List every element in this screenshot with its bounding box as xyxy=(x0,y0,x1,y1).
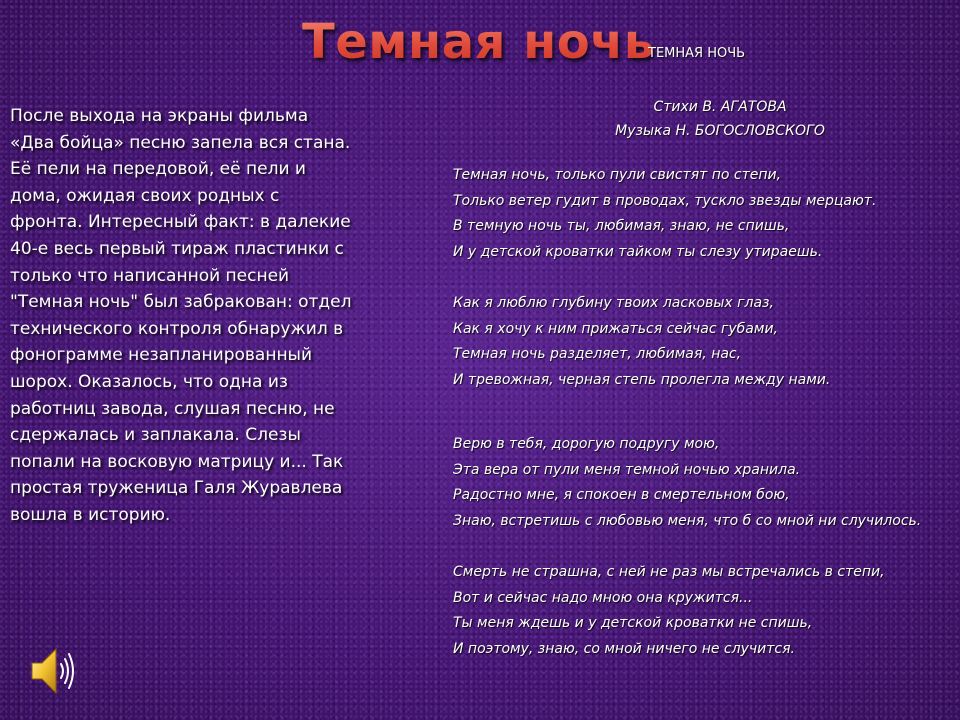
lyric-line: Как я люблю глубину твоих ласковых глаз, xyxy=(453,294,774,311)
song-credits xyxy=(570,95,870,143)
lyrics-block-1 xyxy=(453,163,948,393)
song-heading: ТЕМНАЯ НОЧЬ xyxy=(648,46,746,61)
lyric-line: Смерть не страшна, с ней не раз мы встречались в степи, xyxy=(453,563,885,580)
intro-text: После выхода на экраны фильма «Два бойца» песню запела вся стана. Её пели на передовой, её пели и дома, ожидая своих родных с фронта. Интересный факт: в далекие 40-е весь первый тираж пластинки с только что написанной песней "Темная ночь" был забракован: отдел технического контроля обнаружил в фонограмме незапланированный шорох. Оказалось, что одна из работниц завода, слушая песню, не сдержалась и заплакала. Слезы попали на восковую матрицу и... Так простая труженица Галя Журавлева вошла в историю. xyxy=(10,106,352,525)
lyrics-block-2 xyxy=(453,432,948,662)
lyric-line: Верю в тебя, дорогую подругу мою, xyxy=(453,436,720,452)
lyric-line: И поэтому, знаю, со мной ничего не случится. xyxy=(453,640,795,657)
lyric-line: Темная ночь, только пули свистят по степи, xyxy=(453,167,782,183)
lyric-line: Вот и сейчас надо мною она кружится... xyxy=(453,589,753,606)
slide-title: Темная ночь xyxy=(302,14,655,70)
music-credit: Музыка Н. БОГОСЛОВСКОГО xyxy=(615,123,825,139)
lyric-line: Темная ночь разделяет, любимая, нас, xyxy=(453,346,742,363)
stanza-gap xyxy=(453,265,948,291)
speaker-icon[interactable] xyxy=(30,643,78,699)
lyric-line: И тревожная, черная степь пролегла между нами. xyxy=(453,371,831,388)
lyric-line: Как я хочу к ним прижаться сейчас губами, xyxy=(453,320,779,337)
lyric-line: Радостно мне, я спокоен в смертельном бою, xyxy=(453,487,790,504)
lyric-line: Только ветер гудит в проводах, тускло звезды мерцают. xyxy=(453,192,877,209)
lyric-line: Ты меня ждешь и у детской кроватки не спишь, xyxy=(453,615,813,632)
stanza-gap xyxy=(453,534,948,560)
lyric-line: И у детской кроватки тайком ты слезу утираешь. xyxy=(453,243,823,260)
lyric-line: Знаю, встретишь с любовью меня, что б со мной ни случилось. xyxy=(453,512,922,529)
lyrics-credit: Стихи В. АГАТОВА xyxy=(653,99,787,115)
lyric-line: В темную ночь ты, любимая, знаю, не спишь, xyxy=(453,218,790,235)
lyric-line: Эта вера от пули меня темной ночью хранила. xyxy=(453,461,801,478)
